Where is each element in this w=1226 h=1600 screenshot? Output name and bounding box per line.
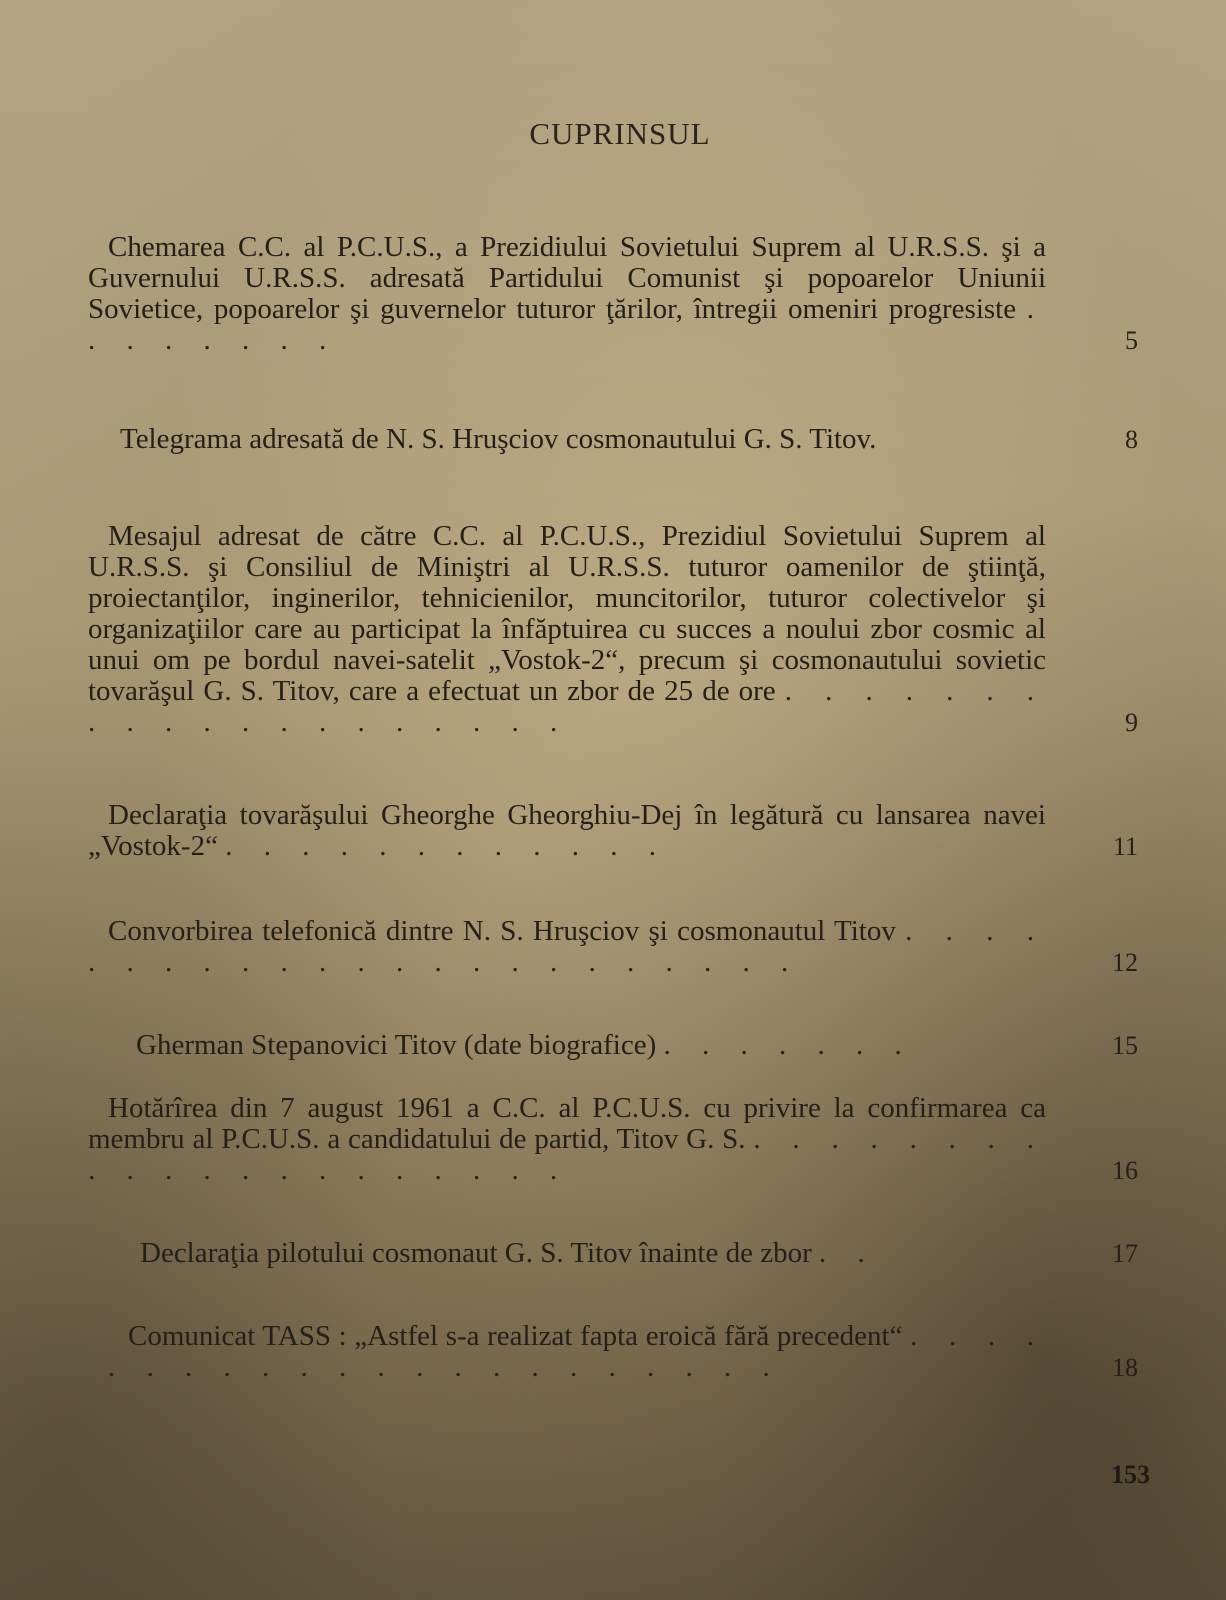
toc-page-number: 18	[1112, 1353, 1138, 1382]
toc-entry	[88, 424, 1148, 455]
toc-page-number: 17	[1112, 1239, 1138, 1268]
toc-entry-text	[88, 1093, 1046, 1186]
toc-entry	[88, 1030, 1148, 1061]
toc-entry-title: Convorbirea telefonică dintre N. S. Hruşciov şi cosmonautul Titov	[108, 915, 896, 947]
toc-entry-title: Hotărîrea din 7 august 1961 a C.C. al P.C.U.S. cu privire la confirmarea ca membru al P.C.U.S. a candidatului de partid, Titov G. S.	[88, 1092, 1046, 1155]
toc-entry-text	[88, 1321, 1046, 1383]
toc-entry	[88, 521, 1148, 738]
toc-leader-dots: . . . . . . . . . . . .	[225, 830, 668, 862]
toc-entry-title: Telegrama adresată de N. S. Hruşciov cosmonautului G. S. Titov.	[120, 423, 877, 455]
toc-entry	[88, 800, 1148, 862]
toc-entry-title: Comunicat TASS : „Astfel s-a realizat fapta eroică fără precedent“	[128, 1320, 903, 1352]
toc-leader-dots: . . . . . . . . . . . . . . . . . . . .	[88, 675, 1047, 738]
toc-entry-text	[88, 1238, 1046, 1269]
toc-entry-text	[88, 800, 1046, 862]
toc-entry-title: Declaraţia pilotului cosmonaut G. S. Titov înainte de zbor	[140, 1237, 812, 1269]
toc-entry	[88, 916, 1148, 978]
toc-entry-text	[88, 916, 1046, 978]
toc-page-number: 8	[1125, 425, 1138, 454]
toc-entry-title: Mesajul adresat de către C.C. al P.C.U.S., Prezidiul Sovietului Suprem al U.R.S.S. şi Consiliul de Miniştri al U.R.S.S. tuturor oamenilor de ştiinţă, proiectanţilor, inginerilor, tehnicienilor, muncitorilor, tuturor colectivelor şi organizaţiilor care au participat la înfăptuirea cu succes a noului zbor cosmic al unui om pe bordul navei-satelit „Vostok-2“, precum şi cosmonautului sovietic tovarăşul G. S. Titov, care a efectuat un zbor de 25 de ore	[88, 520, 1046, 707]
toc-entry-text	[88, 424, 1046, 455]
toc-page-number: 5	[1125, 326, 1138, 355]
toc-page-number: 9	[1125, 708, 1138, 737]
toc-leader-dots: . . . . . . . .	[88, 293, 1047, 356]
page-folio-number: 153	[1111, 1460, 1150, 1489]
toc-leader-dots: . . . . . . . . . . . . . . . . . . . . . . .	[88, 915, 1046, 978]
toc-leader-dots: . . . . . . . . . . . . . . . . . . . . .	[88, 1123, 1046, 1186]
toc-page-number: 11	[1112, 832, 1138, 861]
toc-entry	[88, 1093, 1148, 1186]
toc-entry	[88, 232, 1148, 356]
toc-entry-title: Declaraţia tovarăşului Gheorghe Gheorghiu-Dej în legătură cu lansarea navei „Vostok-2“	[88, 799, 1046, 862]
toc-leader-dots: . . . . . . .	[663, 1029, 914, 1061]
toc-leader-dots: . . . . . . . . . . . . . . . . . . . . . .	[108, 1320, 1046, 1383]
page-heading: CUPRINSUL	[529, 116, 711, 151]
toc-entry-title: Chemarea C.C. al P.C.U.S., a Prezidiului Sovietului Suprem al U.R.S.S. şi a Guvernului U.R.S.S. adresată Partidului Comunist şi popoarelor Uniunii Sovietice, popoarelor şi guvernelor tuturor ţărilor, întregii omeniri progresiste	[88, 231, 1046, 325]
toc-page-number: 16	[1112, 1156, 1138, 1185]
toc-entry	[88, 1238, 1148, 1269]
toc-entry-text	[88, 1030, 1046, 1061]
toc-leader-dots: . .	[818, 1237, 877, 1269]
toc-entry-text	[88, 232, 1046, 356]
toc-entry-title: Gherman Stepanovici Titov (date biografice)	[136, 1029, 657, 1061]
table-of-contents	[88, 231, 1148, 1383]
toc-page-number: 15	[1112, 1031, 1138, 1060]
toc-entry	[88, 1321, 1148, 1383]
toc-entry-text	[88, 521, 1046, 738]
toc-page-number: 12	[1112, 948, 1138, 977]
